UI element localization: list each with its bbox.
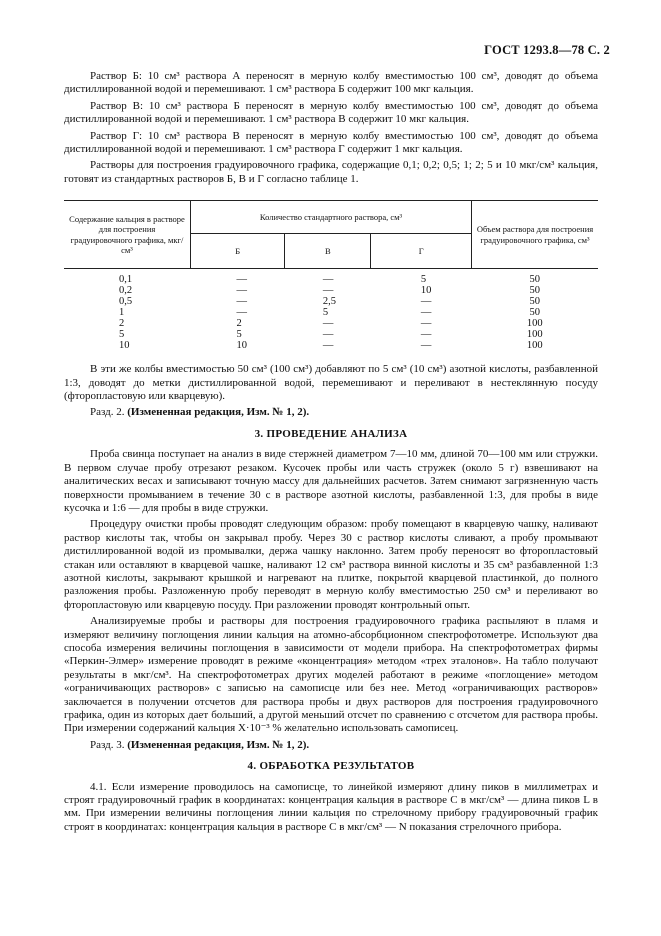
table-cell: 0,5 xyxy=(119,296,133,308)
table-row xyxy=(64,307,598,318)
col-header-calcium-content: Содержание кальция в растворе для построения градуировочного графика, мкг/см³ xyxy=(64,201,191,269)
edition-note-text: (Измененная редакция, Изм. № 1, 2). xyxy=(127,738,310,751)
edition-note-text: (Измененная редакция, Изм. № 1, 2). xyxy=(127,406,310,419)
paragraph-sample-intake: Проба свинца поступает на анализ в виде стержней диаметром 7—10 мм, длиной 70—100 мм или стружки. В первом случае пробу отрезают резаком. Кусочек пробы или часть стружек (около 5 г) взвешивают на аналитических весах и записывают точную массу для дальнейших расчетов. Затем снимают загрязненную часть поверхности промыванием в течение 30 с в растворе азотной кислоты, разбавленной 1:3, для пробы в виде кусочка и 1:6 — для пробы в виде стружки. xyxy=(64,448,598,514)
table-cell: 0,1 xyxy=(119,274,133,286)
table-cell: 50 xyxy=(529,274,540,286)
edition-note-prefix: Разд. 3. xyxy=(90,738,125,751)
table-cell: 1 xyxy=(119,307,125,319)
table-cell: 2,5 xyxy=(322,296,336,308)
edition-note-section-3 xyxy=(64,739,598,752)
table-cell: 0,2 xyxy=(119,285,133,297)
table-cell: — xyxy=(322,340,334,352)
table-cell: — xyxy=(236,274,247,286)
table-cell: — xyxy=(420,340,432,352)
paragraph-solution-b: Раствор Б: 10 см³ раствора А переносят в мерную колбу вместимостью 100 см³, доводят до объема дистиллированной водой и перемешивают. 1 см³ раствора Б содержит 100 мкг кальция. xyxy=(64,70,598,96)
paragraph-flask-preparation: В эти же колбы вместимостью 50 см³ (100 см³) добавляют по 5 см³ (10 см³) азотной кислоты, разбавленной 1:3, доводят до метки дистиллированной водой, перемешивают и переливают в нестеклянную посуду (фторопластовую или кварцевую). xyxy=(64,363,598,403)
table-cell: — xyxy=(420,318,432,330)
table-cell: — xyxy=(322,318,334,330)
paragraph-calibration-solutions: Растворы для построения градуировочного графика, содержащие 0,1; 0,2; 0,5; 1; 2; 5 и 10 мкг/см³ кальция, готовят из стандартных растворов Б, В и Г согласно таблице 1. xyxy=(64,159,598,185)
table-cell: 50 xyxy=(529,285,540,297)
page-header: ГОСТ 1293.8—78 С. 2 xyxy=(484,43,610,57)
section-4-heading: 4. ОБРАБОТКА РЕЗУЛЬТАТОВ xyxy=(247,760,415,773)
table-cell: 5 xyxy=(420,274,427,286)
table-cell: 5 xyxy=(322,307,329,319)
sub-header-v: В xyxy=(285,234,371,269)
sub-header-b: Б xyxy=(191,234,285,269)
table-row xyxy=(64,269,598,286)
calibration-table xyxy=(64,200,598,351)
sub-header-g: Г xyxy=(371,234,472,269)
table-row xyxy=(64,340,598,351)
table-row xyxy=(64,285,598,296)
table-cell: — xyxy=(322,329,334,341)
table-cell: — xyxy=(322,285,334,297)
table-cell: 50 xyxy=(529,307,540,319)
table-cell: — xyxy=(420,329,432,341)
edition-note-section-2 xyxy=(64,406,598,419)
table-cell: 10 xyxy=(236,340,247,352)
paragraph-measurement: Анализируемые пробы и растворы для построения градуировочного графика распыляют в пламя и измеряют величину поглощения линии кальция на атомно-абсорбционном спектрофотометре. Используют два способа измерения величины поглощения в зависимости от модели прибора. На спектрофотометрах фирмы «Перкин-Элмер» измерение проводят в режиме «концентрация» методом «трех эталонов». На табло получают результаты в мкг/см³. На спектрофотометрах других моделей работают в режиме «поглощение» методом «ограничивающих растворов» с записью на самописце или без нее. Метод «ограничивающих растворов» заключается в получении отсчетов для раствора пробы и двух растворов для построения градуировочного графика, один из которых дает больший, а другой меньший отсчет по сравнению с отсчетом для раствора пробы. При измерении содержаний кальция X·10⁻³ % желательно использовать самописец. xyxy=(64,615,598,735)
table-cell: 50 xyxy=(529,296,540,308)
table-row xyxy=(64,296,598,307)
table-cell: 10 xyxy=(119,340,130,352)
table-cell: 10 xyxy=(420,285,432,297)
section-3-heading: 3. ПРОВЕДЕНИЕ АНАЛИЗА xyxy=(254,427,408,440)
paragraph-solution-g: Раствор Г: 10 см³ раствора В переносят в мерную колбу вместимостью 100 см³, доводят до объема дистиллированной водой и перемешивают. 1 см³ раствора Г содержит 1 мкг кальция. xyxy=(64,129,598,156)
table-cell: 100 xyxy=(526,340,543,352)
paragraph-solution-v: Раствор В: 10 см³ раствора Б переносят в мерную колбу вместимостью 100 см³, доводят до объема дистиллированной водой и перемешивают. 1 см³ раствора В содержит 10 мкг кальция. xyxy=(64,99,598,126)
table-cell: — xyxy=(236,285,247,297)
table-row xyxy=(64,318,598,329)
table-cell: — xyxy=(420,307,432,319)
table-cell: — xyxy=(420,296,432,308)
table-cell: 100 xyxy=(526,329,543,341)
table-cell: — xyxy=(236,307,247,319)
table-cell: — xyxy=(322,274,334,286)
col-header-solution-volume: Объем раствора для построения градуировочного графика, см³ xyxy=(472,201,599,269)
document-body xyxy=(64,70,598,837)
paragraph-cleaning-procedure: Процедуру очистки пробы проводят следующим образом: пробу помещают в кварцевую чашку, наливают раствор кислоты так, чтобы он закрывал пробу. Через 30 с раствор кислоты сливают, а пробу промывают дистиллированной водой из промывалки, держа чашку наклонно. Затем пробу переносят во фторопластовый стакан или оставляют в кварцевой чашке, наливают 12 см³ раствора винной кислоты и 35 см³ разбавленной 1:3 азотной кислоты, закрывают крышкой и нагревают на плитке, покрытой кварцевой пластинкой, до полного разложения пробы. Разложенную пробу переводят в мерную колбу вместимостью 250 см³ и переливают во фторопластовую или кварцевую посуду. При разложении проводят контрольный опыт. xyxy=(64,518,598,611)
col-header-standard-quantity: Количество стандартного раствора, см³ xyxy=(191,201,472,234)
table-cell: — xyxy=(236,296,247,308)
table-cell: 100 xyxy=(526,318,543,330)
paragraph-results-processing: 4.1. Если измерение проводилось на самописце, то линейкой измеряют длину пиков в миллиметрах и строят градуировочный график в координатах: концентрация кальция в растворе C в мкг/см³ — длина пиков L в мм. При измерении величины поглощения линии кальция по стрелочному прибору градуировочный график строят в координатах: концентрация кальция в растворе C в мкг/см³ — N показания стрелочного прибора. xyxy=(64,780,598,833)
table-cell: 2 xyxy=(119,318,125,330)
table-cell: 2 xyxy=(236,318,242,330)
table-cell: 5 xyxy=(236,329,242,341)
table-row xyxy=(64,329,598,340)
table-cell: 5 xyxy=(119,329,125,341)
edition-note-prefix: Разд. 2. xyxy=(90,406,125,419)
